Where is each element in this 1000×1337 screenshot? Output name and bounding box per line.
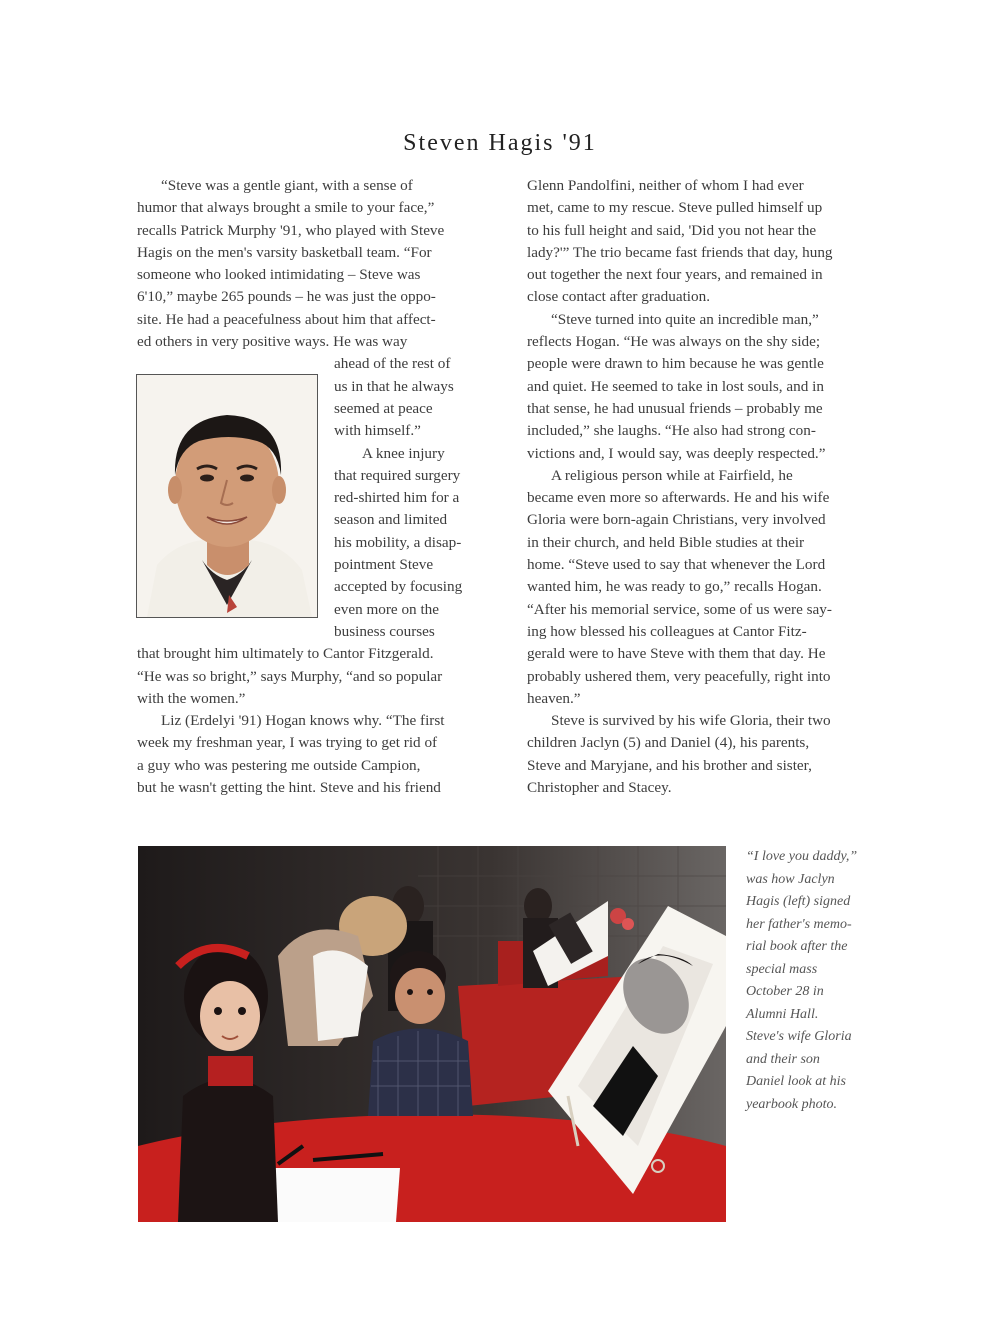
text-line: “He was so bright,” says Murphy, “and so popular: [137, 667, 443, 685]
caption-line: October 28 in: [746, 984, 824, 999]
text-line: heaven.”: [527, 689, 581, 707]
text-line: “After his memorial service, some of us were say-: [527, 600, 832, 618]
caption-line: “I love you daddy,”: [746, 849, 858, 864]
text-line: red-shirted him for a: [334, 489, 460, 507]
text-line: that brought him ultimately to Cantor Fitzgerald.: [137, 645, 434, 663]
text-line: children Jaclyn (5) and Daniel (4), his parents,: [527, 734, 810, 752]
text-line: A knee injury: [362, 444, 445, 462]
text-line: wanted him, he was ready to go,” recalls Hogan.: [527, 578, 822, 596]
text-line: victions and, I would say, was deeply respected.”: [527, 444, 826, 462]
text-line: Gloria were born-again Christians, very involved: [527, 511, 826, 529]
text-line: Christopher and Stacey.: [527, 779, 672, 797]
caption-line: special mass: [746, 961, 818, 977]
text-line: someone who looked intimidating – Steve was: [137, 266, 421, 284]
text-line: business courses: [334, 622, 435, 640]
text-line: a guy who was pestering me outside Campion,: [137, 756, 421, 774]
text-line: pointment Steve: [334, 556, 434, 574]
right-column: [527, 175, 863, 799]
paragraph-4: [527, 175, 863, 309]
text-line: that sense, he had unusual friends – probably me: [527, 399, 823, 417]
text-line: season and limited: [334, 511, 448, 529]
text-line: Glenn Pandolfini, neither of whom I had ever: [527, 177, 804, 194]
text-line: home. “Steve used to say that whenever the Lord: [527, 556, 826, 574]
text-line: ed others in very positive ways. He was way: [137, 333, 408, 351]
caption-line: Steve's wife Gloria: [746, 1029, 852, 1044]
text-line: us in that he always: [334, 377, 454, 395]
text-line: probably ushered them, very peacefully, right into: [527, 667, 831, 685]
text-line: ing how blessed his colleagues at Cantor Fitz-: [527, 622, 807, 640]
paragraph-6: [527, 465, 863, 710]
text-line: with himself.”: [334, 422, 421, 440]
text-line: Liz (Erdelyi '91) Hogan knows why. “The first: [161, 712, 445, 730]
photo-caption: [746, 846, 876, 1116]
text-line: ahead of the rest of: [334, 355, 451, 373]
text-line: in their church, and held Bible studies at their: [527, 533, 805, 551]
text-line: seemed at peace: [334, 399, 433, 417]
caption-line: and their son: [746, 1051, 820, 1067]
caption-line: yearbook photo.: [746, 1096, 837, 1112]
text-line: “Steve turned into quite an incredible man,”: [551, 310, 819, 328]
text-line: met, came to my rescue. Steve pulled himself up: [527, 199, 823, 217]
text-line: Hagis on the men's varsity basketball team. “For: [137, 243, 432, 261]
text-line: week my freshman year, I was trying to get rid of: [137, 734, 438, 752]
portrait-photo: [136, 374, 318, 618]
text-line: lady?'” The trio became fast friends that day, hung: [527, 243, 833, 261]
text-line: his mobility, a disap-: [334, 533, 462, 551]
caption-line: her father's memo-: [746, 916, 852, 932]
text-line: that required surgery: [334, 466, 461, 484]
caption-line: Alumni Hall.: [746, 1006, 819, 1022]
text-line: Steve is survived by his wife Gloria, their two: [551, 712, 831, 730]
text-line: with the women.”: [137, 689, 246, 707]
caption-line: Hagis (left) signed: [746, 894, 851, 909]
paragraph-5: [527, 309, 863, 465]
text-line: and quiet. He seemed to take in lost souls, and in: [527, 377, 824, 395]
text-line: even more on the: [334, 600, 440, 618]
text-line: but he wasn't getting the hint. Steve and his friend: [137, 779, 441, 797]
text-line: gerald were to have Steve with them that day. He: [527, 645, 826, 663]
caption-line: Daniel look at his: [746, 1074, 846, 1089]
text-line: A religious person while at Fairfield, he: [551, 466, 793, 484]
text-line: reflects Hogan. “He was always on the shy side;: [527, 333, 821, 351]
text-line: included,” she laughs. “He also had strong con-: [527, 422, 816, 440]
text-line: Steve and Maryjane, and his brother and sister,: [527, 756, 812, 774]
event-illustration: [138, 846, 726, 1222]
text-line: people were drawn to him because he was gentle: [527, 355, 824, 373]
text-line: became even more so afterwards. He and his wife: [527, 489, 830, 507]
article-title: Steven Hagis '91: [403, 130, 597, 156]
paragraph-3: [137, 710, 477, 799]
portrait-illustration: [137, 375, 317, 617]
caption-line: was how Jaclyn: [746, 871, 835, 887]
caption-line: rial book after the: [746, 939, 848, 954]
text-line: out together the next four years, and remained in: [527, 266, 823, 284]
text-line: accepted by focusing: [334, 578, 463, 596]
text-line: to his full height and said, 'Did you not hear the: [527, 221, 817, 239]
paragraph-7: [527, 710, 863, 799]
text-line: humor that always brought a smile to your face,”: [137, 199, 435, 217]
memorial-event-photo: [138, 846, 726, 1222]
text-line: 6'10,” maybe 265 pounds – he was just the oppo-: [137, 288, 436, 306]
text-line: recalls Patrick Murphy '91, who played with Steve: [137, 221, 445, 239]
text-line: close contact after graduation.: [527, 288, 711, 306]
text-line: site. He had a peacefulness about him that affect-: [137, 310, 436, 328]
text-line: “Steve was a gentle giant, with a sense of: [161, 177, 413, 194]
